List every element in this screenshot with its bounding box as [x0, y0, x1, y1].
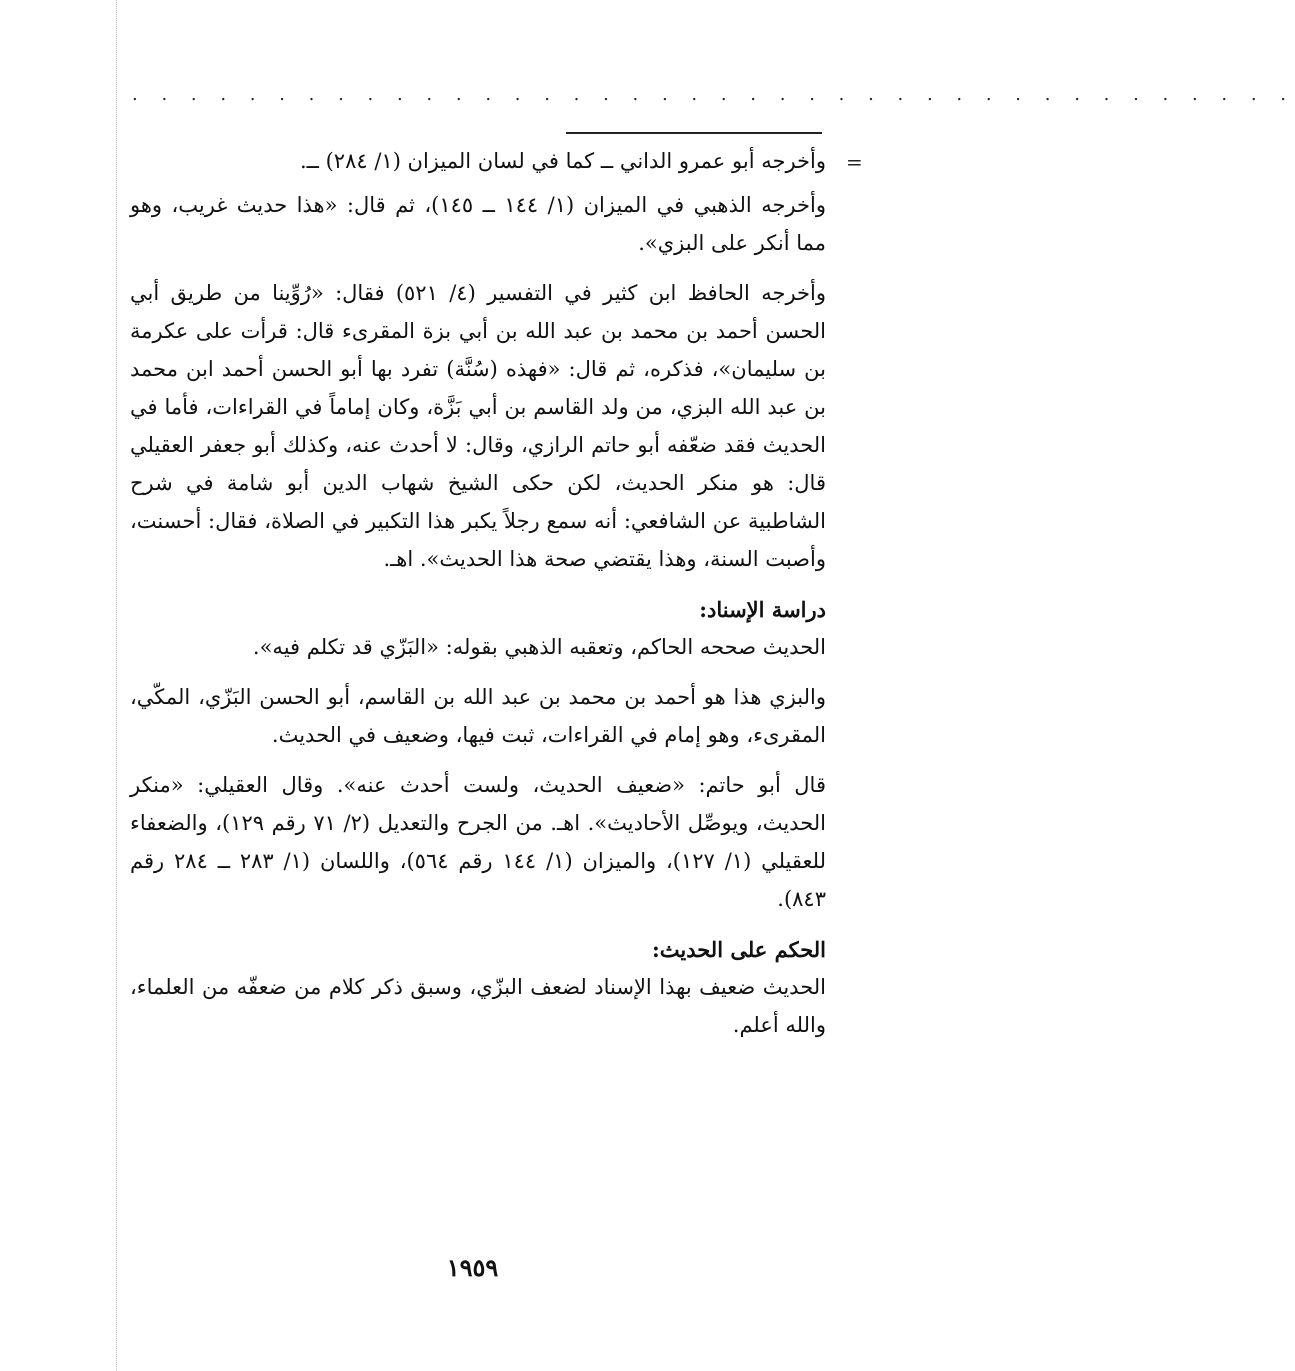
- paragraph-hakim: الحديث صححه الحاكم، وتعقبه الذهبي بقوله: «البَزّي قد تكلم فيه».: [252, 635, 826, 659]
- margin-guide-line: [116, 0, 117, 1371]
- heading-ruling: الحكم على الحديث:: [652, 937, 826, 962]
- paragraph-bazzi: والبزي هذا هو أحمد بن محمد بن عبد الله بن القاسم، أبو الحسن البَزّي، المكّي، المقرىء، وهو إمام في القراءات، ثبت فيها، وضعيف في الحديث.: [130, 685, 826, 747]
- paragraph-ruling: الحديث ضعيف بهذا الإسناد لضعف البزّي، وسبق ذكر كلام من ضعفّه من العلماء، والله أعلم.: [130, 975, 826, 1037]
- page-number: ١٩٥٩: [446, 1253, 499, 1282]
- paragraph-dani: وأخرجه أبو عمرو الداني ــ كما في لسان الميزان (١/ ٢٨٤) ــ.: [299, 149, 826, 173]
- paragraph-dhahabi: وأخرجه الذهبي في الميزان (١/ ١٤٤ ــ ١٤٥)، ثم قال: «هذا حديث غريب، وهو مما أنكر على البزي».: [130, 193, 826, 255]
- page-body: [130, 142, 826, 1056]
- paragraph-ibn-kathir: وأخرجه الحافظ ابن كثير في التفسير (٤/ ٥٢١) فقال: «رُوِّينا من طريق أبي الحسن أحمد بن محمد بن عبد الله بن أبي بزة المقرىء قال: قرأت على عكرمة بن سليمان»، فذكره، ثم قال: «فهذه (سُنَّة) تفرد بها أبو الحسن أحمد ابن محمد بن عبد الله البزي، من ولد القاسم بن أبي بَزَّة، وكان إماماً في القراءات، فأما في الحديث فقد ضعّفه أبو حاتم الرازي، وقال: لا أحدث عنه، وكذلك أبو جعفر العقيلي قال: هو منكر الحديث، لكن حكى الشيخ شهاب الدين أبو شامة في شرح الشاطبية عن الشافعي: أنه سمع رجلاً يكبر هذا التكبير في الصلاة، فقال: أحسنت، وأصبت السنة، وهذا يقتضي صحة هذا الحديث». اهـ.: [130, 281, 826, 571]
- heading-isnad-study: دراسة الإسناد:: [699, 597, 826, 622]
- paragraph-abu-hatim: قال أبو حاتم: «ضعيف الحديث، ولست أحدث عنه». وقال العقيلي: «منكر الحديث، ويوصِّل الأحاديث». اهـ. من الجرح والتعديل (٢/ ٧١ رقم ١٢٩)، والضعفاء للعقيلي (١/ ١٢٧)، والميزان (١/ ١٤٤ رقم ٥٦٤)، واللسان (١/ ٢٨٣ ــ ٢٨٤ رقم ٨٤٣).: [130, 773, 826, 911]
- footnote-separator-rule: [566, 132, 822, 134]
- continuation-mark: =: [846, 150, 863, 174]
- top-dotted-border: . . . . . . . . . . . . . . . . . . . . . . . . . . . . . . . . . . . . . . . .: [132, 84, 1295, 105]
